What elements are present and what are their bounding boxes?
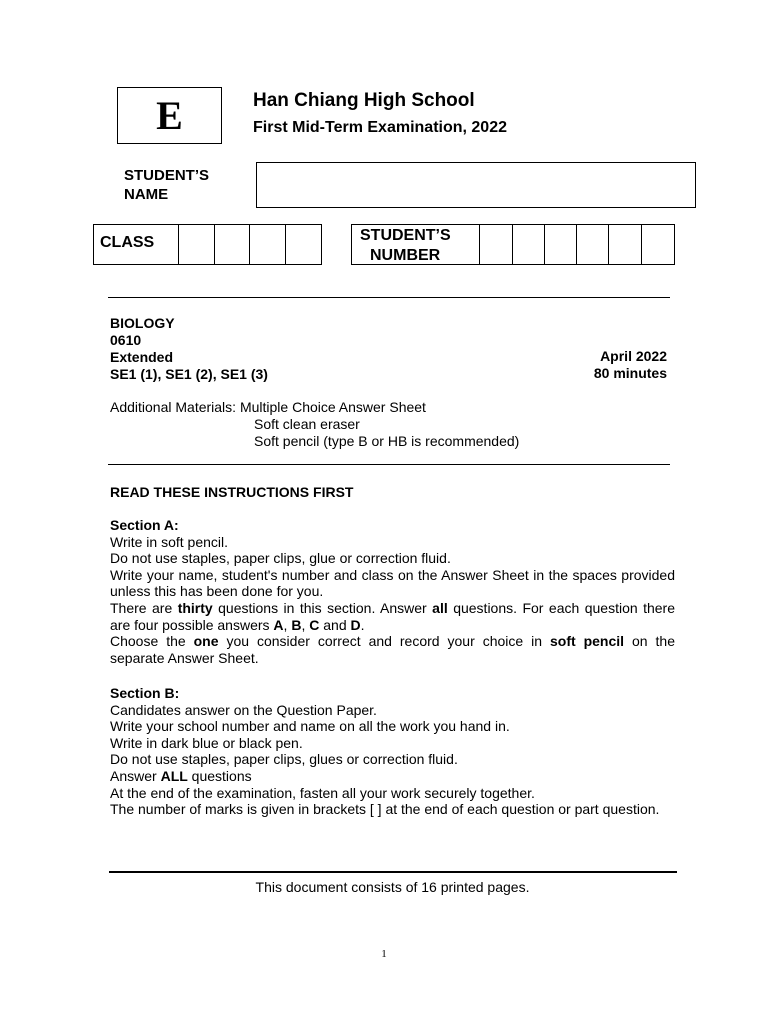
exam-duration: 80 minutes	[593, 365, 667, 381]
divider-middle	[108, 464, 670, 465]
student-name-field[interactable]	[256, 162, 696, 208]
material-item: Soft clean eraser	[254, 416, 360, 432]
paper-level: Extended	[110, 349, 174, 365]
divider-bottom	[109, 871, 677, 873]
instruction-line: Write in soft pencil.	[110, 533, 229, 550]
instruction-line: Write your school number and name on all the work you hand in.	[110, 718, 510, 735]
section-b-title: Section B:	[110, 685, 180, 701]
class-cell[interactable]	[179, 225, 214, 264]
student-number-field	[351, 224, 675, 265]
student-number-cell[interactable]	[480, 225, 512, 264]
pages-note: This document consists of 16 printed pages.	[255, 879, 530, 895]
paper-version-box	[117, 87, 222, 144]
exam-title: First Mid-Term Examination, 2022	[253, 119, 507, 136]
exam-date: April 2022	[600, 348, 667, 364]
page-number: 1	[381, 948, 387, 960]
divider-top	[108, 297, 670, 298]
instruction-line: The number of marks is given in brackets [ ] at the end of each question or part question.	[110, 801, 660, 818]
student-number-label	[352, 225, 480, 264]
student-number-cell[interactable]	[513, 225, 545, 264]
instruction-line: Do not use staples, paper clips, glues or correction fluid.	[110, 751, 458, 768]
instruction-line: At the end of the examination, fasten all your work securely together.	[110, 784, 535, 801]
instruction-line: Answer ALL questions	[110, 767, 252, 784]
student-number-label-line1: STUDENT’S	[360, 227, 451, 244]
class-field	[93, 224, 322, 265]
materials-label: Additional Materials:	[110, 399, 237, 415]
section-a	[110, 517, 675, 666]
student-number-cell[interactable]	[545, 225, 577, 264]
section-b	[110, 685, 675, 818]
class-cell[interactable]	[286, 225, 321, 264]
instruction-line: Write in dark blue or black pen.	[110, 734, 303, 751]
student-number-cell[interactable]	[577, 225, 609, 264]
paper-info-right	[594, 348, 667, 382]
material-item: Soft pencil (type B or HB is recommended)	[254, 433, 520, 449]
class-cell[interactable]	[215, 225, 250, 264]
instruction-line: Candidates answer on the Question Paper.	[110, 701, 377, 718]
instructions-heading: READ THESE INSTRUCTIONS FIRST	[110, 484, 354, 500]
class-list: SE1 (1), SE1 (2), SE1 (3)	[110, 366, 268, 382]
class-cell[interactable]	[250, 225, 285, 264]
class-label: CLASS	[94, 225, 179, 264]
student-number-cell[interactable]	[642, 225, 674, 264]
school-name: Han Chiang High School	[253, 90, 475, 111]
additional-materials	[110, 399, 519, 450]
student-name-label	[124, 166, 209, 204]
instruction-line: Do not use staples, paper clips, glue or correction fluid.	[110, 550, 451, 567]
paper-letter: E	[156, 93, 183, 138]
student-name-label-line1: STUDENT’S	[124, 167, 210, 184]
paper-info-left	[110, 315, 268, 383]
student-number-cell[interactable]	[609, 225, 641, 264]
student-number-label-line2: NUMBER	[370, 247, 441, 264]
subject-code: 0610	[110, 332, 142, 348]
student-name-label-line2: NAME	[124, 186, 169, 203]
instruction-line: There are thirty questions in this section. Answer all questions. For each question there are four possible answers A, B, C and D.	[110, 599, 676, 633]
instruction-line: Write your name, student's number and class on the Answer Sheet in the spaces provided unless this has been done for you.	[110, 566, 675, 600]
subject: BIOLOGY	[110, 315, 175, 331]
material-item: Multiple Choice Answer Sheet	[239, 399, 426, 415]
instruction-line: Choose the one you consider correct and record your choice in soft pencil on the separate Answer Sheet.	[110, 633, 675, 666]
section-a-title: Section A:	[110, 517, 179, 533]
